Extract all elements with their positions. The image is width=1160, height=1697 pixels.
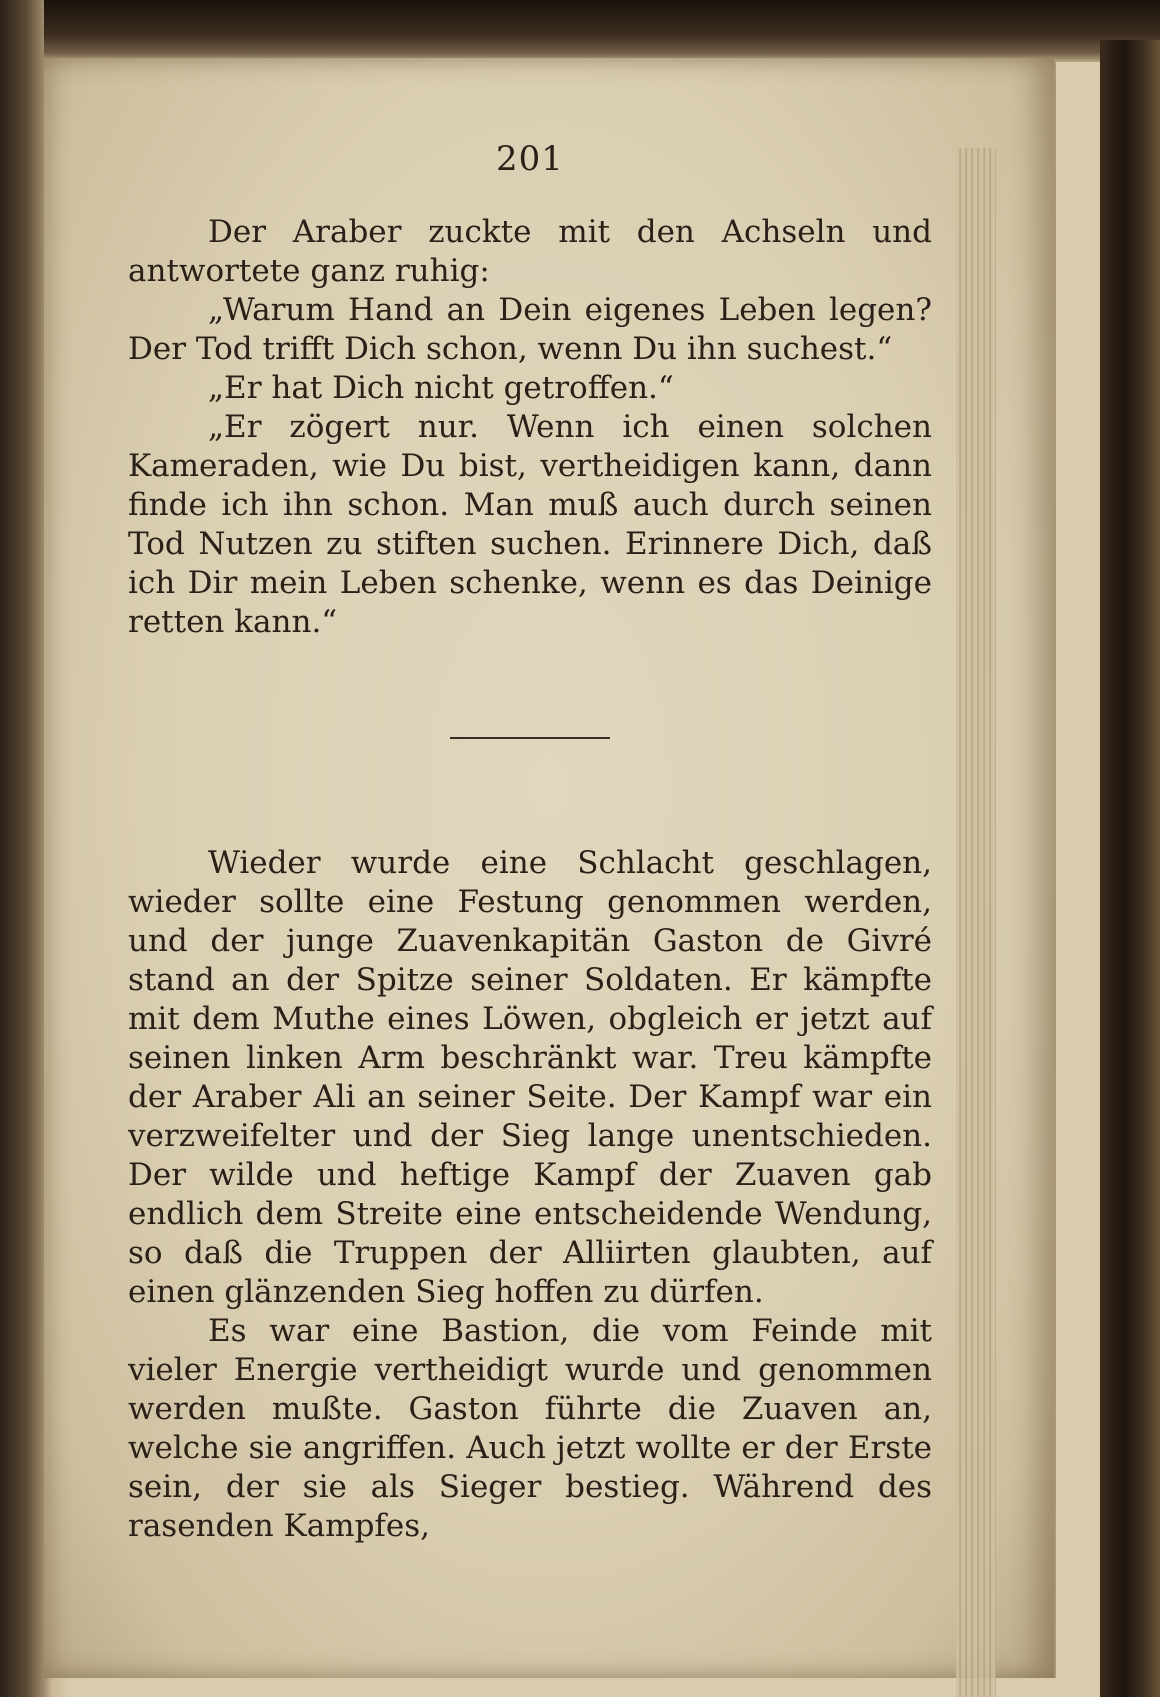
paragraph: Wieder wurde eine Schlacht geschlagen, wieder sollte eine Festung genommen werden, und der junge Zuavenkapitän Gaston de Givré stand an der Spitze seiner Soldaten. Er kämpfte mit dem Muthe eines Löwen, obgleich er jetzt auf seinen linken Arm beschränkt war. Treu kämpfte der Araber Ali an seiner Seite. Der Kampf war ein verzweifelter und der Sieg lange unentschieden. Der wilde und heftige Kampf der Zuaven gab endlich dem Streite eine entscheidende Wendung, so daß die Truppen der Alliirten glaubten, auf einen glänzenden Sieg hoffen zu dürfen. <box>128 845 932 1310</box>
page-number: 201 <box>496 139 564 179</box>
paragraph: „Warum Hand an Dein eigenes Leben legen? Der Tod trifft Dich schon, wenn Du ihn suchest.“ <box>128 292 932 367</box>
paragraph: Es war eine Bastion, die vom Feinde mit vieler Energie vertheidigt wurde und genommen werden mußte. Gaston führte die Zuaven an, welche sie angriffen. Auch jetzt wollte er der Erste sein, der sie als Sieger bestieg. Während des rasenden Kampfes, <box>128 1313 932 1544</box>
section-dialogue <box>128 213 932 642</box>
section-divider <box>450 737 610 739</box>
paragraph: Der Araber zuckte mit den Achseln und antwortete ganz ruhig: <box>128 214 932 289</box>
paragraph: „Er zögert nur. Wenn ich einen solchen Kameraden, wie Du bist, vertheidigen kann, dann finde ich ihn schon. Man muß auch durch seinen Tod Nutzen zu stiften suchen. Erinnere Dich, daß ich Dir mein Leben schenke, wenn es das Deinige retten kann.“ <box>128 409 932 640</box>
book-cover-right-edge <box>1100 40 1160 1697</box>
section-battle <box>128 844 932 1546</box>
page-text-block <box>128 140 932 1546</box>
paragraph: „Er hat Dich nicht getroffen.“ <box>208 370 674 406</box>
book-cover-top-edge <box>0 0 1160 62</box>
book-spine-edge <box>0 0 44 1697</box>
page-stack-edges <box>956 148 996 1697</box>
